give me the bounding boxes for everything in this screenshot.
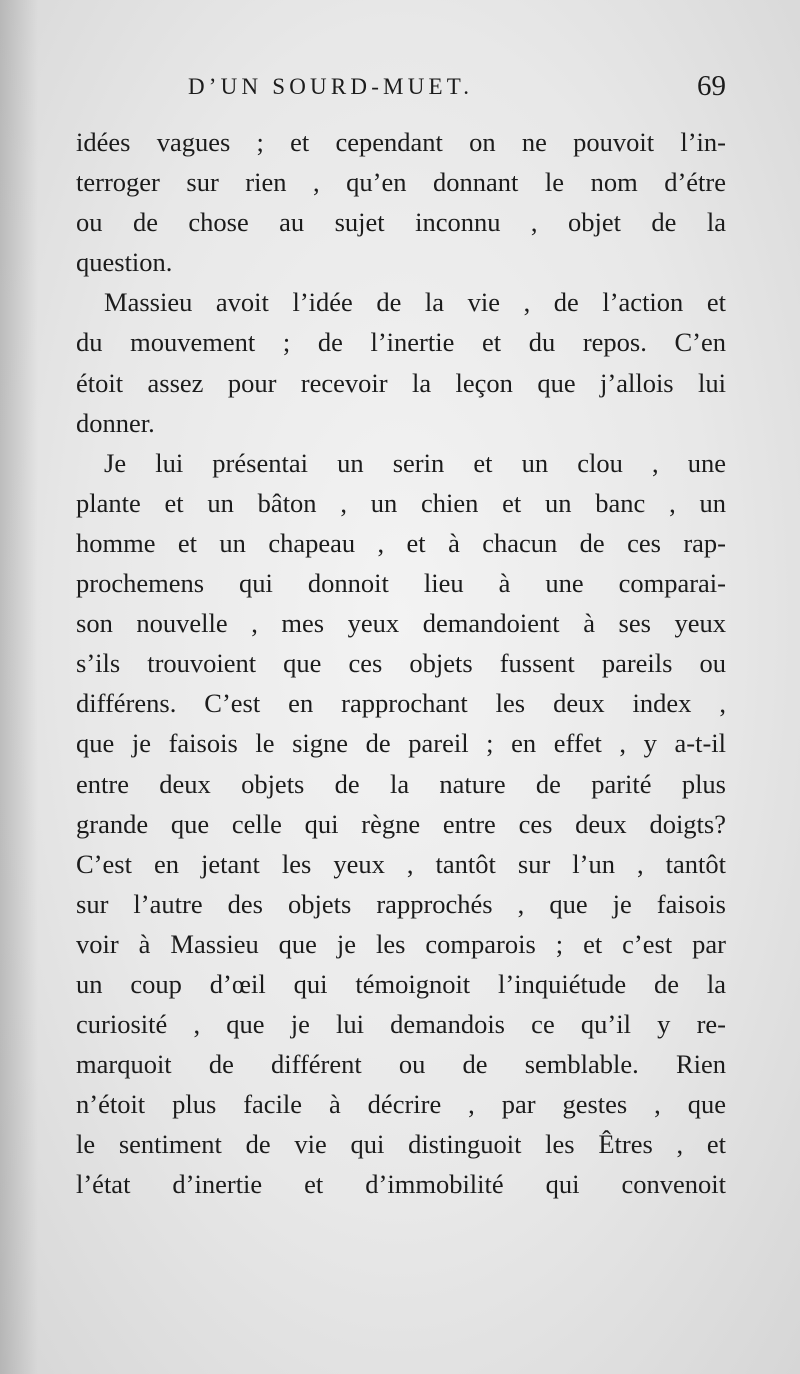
paragraph [76,282,726,442]
text-line: différens. C’est en rapprochant les deux index , [76,688,726,719]
text-line: étoit assez pour recevoir la leçon que j’allois lui [76,367,726,398]
text-line: un coup d’œil qui témoignoit l’inquiétude de la [76,968,726,999]
text-line: l’état d’inertie et d’immobilité qui convenoit [76,1169,726,1200]
text-line: n’étoit plus facile à décrire , par gestes , que [76,1089,726,1120]
text-line: ou de chose au sujet inconnu , objet de la [76,207,726,238]
paragraph [76,443,726,1205]
text-line: que je faisois le signe de pareil ; en effet , y a-t-il [76,728,726,759]
text-line: marquoit de différent ou de semblable. Rien [76,1049,726,1080]
running-head-title: D’UN SOURD-MUET. [188,74,474,99]
text-line: idées vagues ; et cependant on ne pouvoit l’in- [76,127,726,157]
text-line: curiosité , que je lui demandois ce qu’il y re- [76,1009,726,1040]
page-number: 69 [697,70,726,102]
text-line: entre deux objets de la nature de parité plus [76,768,726,799]
running-head [76,70,726,114]
body-text [76,122,726,1205]
text-line: plante et un bâton , un chien et un banc , un [76,487,726,518]
text-line: C’est en jetant les yeux , tantôt sur l’un , tantôt [76,848,726,879]
paragraph [76,122,726,282]
text-line: du mouvement ; de l’inertie et du repos. C’en [76,327,726,358]
text-line: le sentiment de vie qui distinguoit les Êtres , et [76,1129,726,1160]
text-line: son nouvelle , mes yeux demandoient à ses yeux [76,608,726,639]
text-line: grande que celle qui règne entre ces deux doigts? [76,808,726,839]
text-line: terroger sur rien , qu’en donnant le nom d’étre [76,167,726,198]
text-line: sur l’autre des objets rapprochés , que je faisois [76,888,726,919]
text-line: homme et un chapeau , et à chacun de ces rap- [76,527,726,558]
text-line: Je lui présentai un serin et un clou , une [104,447,726,478]
text-line: donner. [76,407,155,438]
text-line: s’ils trouvoient que ces objets fussent pareils ou [76,648,726,679]
text-line: voir à Massieu que je les comparois ; et c’est par [76,928,726,959]
text-line: Massieu avoit l’idée de la vie , de l’action et [104,287,726,318]
text-line: prochemens qui donnoit lieu à une comparai- [76,568,726,599]
page-gutter-shadow [0,0,38,1374]
text-line: question. [76,247,173,278]
